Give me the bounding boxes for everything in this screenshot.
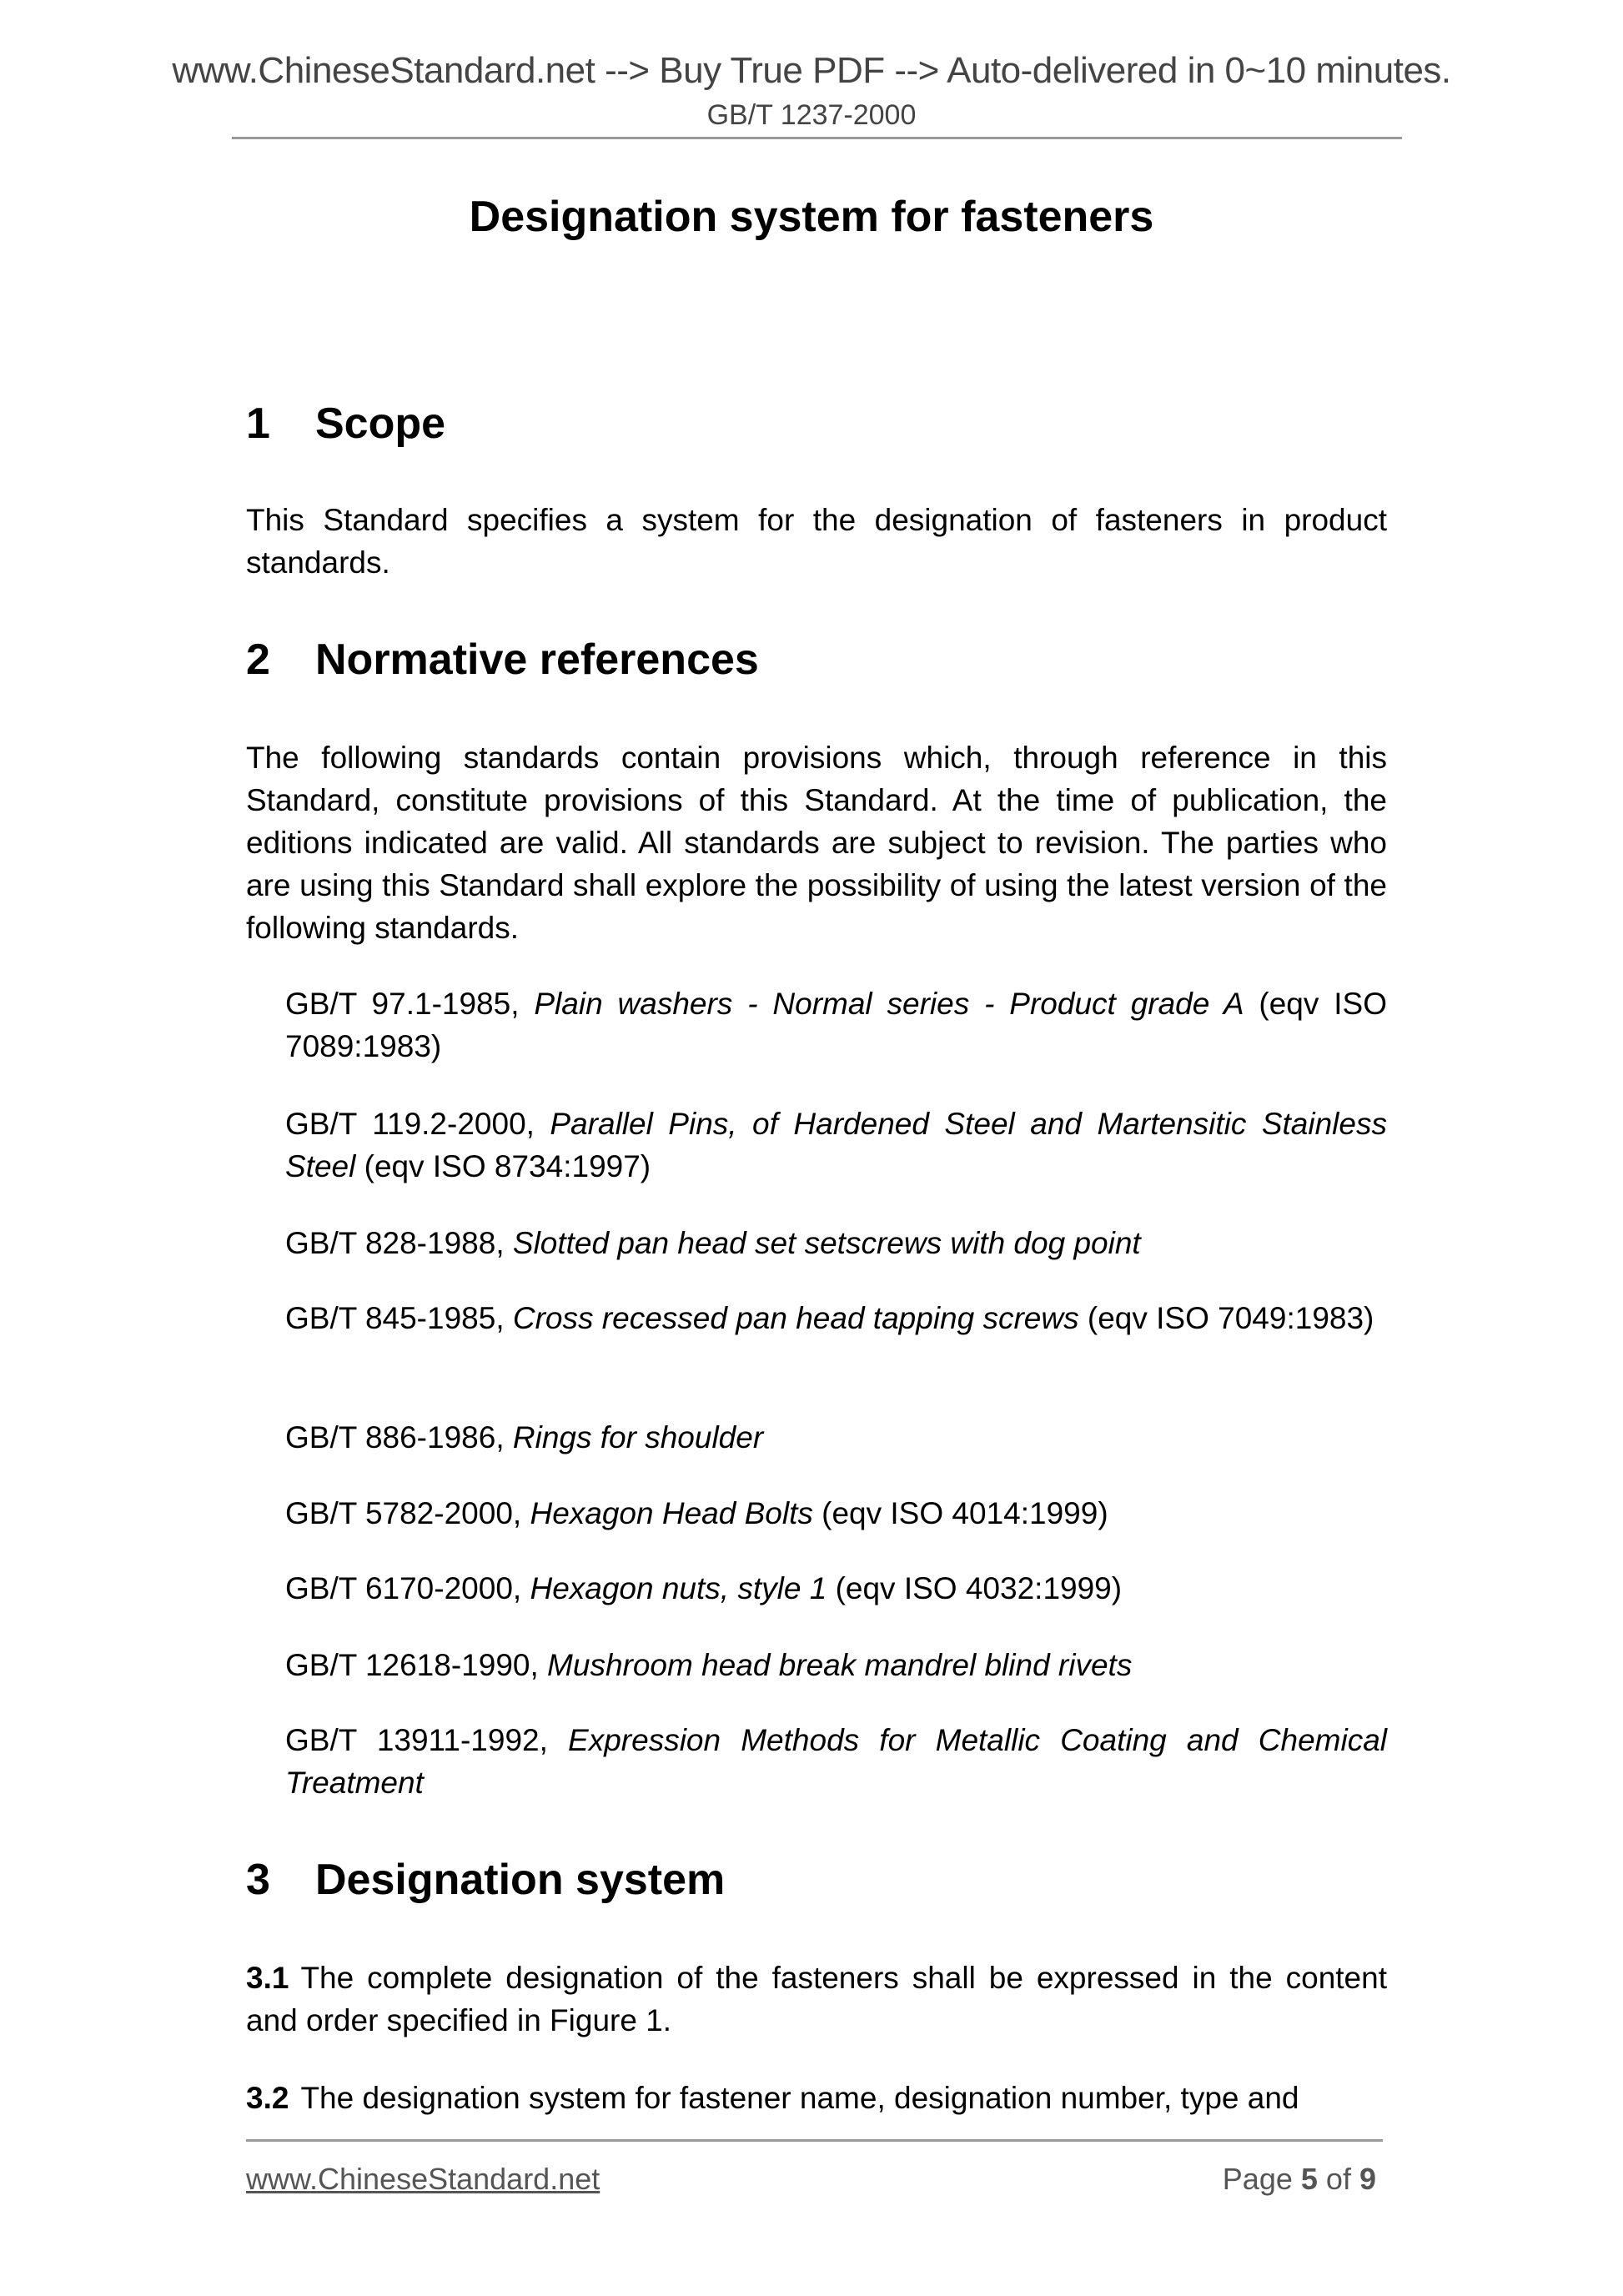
reference-item: GB/T 886-1986, Rings for shoulder [285, 1420, 764, 1454]
section-title: Designation system [315, 1856, 726, 1904]
page-title: Designation system for fasteners [469, 193, 1154, 241]
reference-item: GB/T 6170-2000, Hexagon nuts, style 1 (eqv ISO 4032:1999) [285, 1571, 1123, 1605]
clause-3-2: 3.2 The designation system for fastener name, designation number, type and [246, 2081, 1299, 2115]
reference-item: GB/T 5782-2000, Hexagon Head Bolts (eqv ISO 4014:1999) [285, 1496, 1108, 1530]
references-intro-paragraph: The following standards contain provisions which, through reference in this Standard, constitute provisions of this Standard. At the time of publication, the editions indicated are valid. All standards are subject to revision. The parties who are using this Standard shall explore the possibility of using the latest version of the following standards. [246, 741, 1387, 945]
header-divider [232, 137, 1402, 139]
footer-divider [246, 2139, 1383, 2142]
reference-item: GB/T 13911-1992, Expression Methods for Metallic Coating and Chemical Treatment [285, 1723, 1387, 1800]
reference-item: GB/T 845-1985, Cross recessed pan head tapping screws (eqv ISO 7049:1983) [285, 1301, 1374, 1335]
reference-item: GB/T 119.2-2000, Parallel Pins, of Hardened Steel and Martensitic Stainless Steel (eqv ISO 8734:1997) [285, 1107, 1387, 1183]
footer-link[interactable]: www.ChineseStandard.net [246, 2162, 600, 2196]
section-heading-normative-references [246, 635, 759, 685]
section-number: 3 [246, 1856, 270, 1904]
header-doc-code: GB/T 1237-2000 [706, 99, 917, 131]
section-number: 1 [246, 399, 270, 448]
section-number: 2 [246, 636, 270, 684]
reference-item: GB/T 12618-1990, Mushroom head break mandrel blind rivets [285, 1648, 1133, 1682]
scope-paragraph: This Standard specifies a system for the designation of fasteners in product standards. [246, 503, 1387, 580]
reference-item: GB/T 97.1-1985, Plain washers - Normal series - Product grade A (eqv ISO 7089:1983) [285, 987, 1388, 1063]
section-title: Normative references [315, 636, 759, 684]
page-indicator: Page 5 of 9 [1222, 2162, 1376, 2196]
clause-3-1: 3.1 The complete designation of the fasteners shall be expressed in the content and order specified in Figure 1. [246, 1961, 1387, 2037]
header-banner: www.ChineseStandard.net --> Buy True PDF --> Auto-delivered in 0~10 minutes. [172, 50, 1451, 91]
section-heading-scope [246, 399, 445, 449]
section-heading-designation-system [246, 1855, 725, 1905]
section-title: Scope [315, 399, 446, 448]
reference-item: GB/T 828-1988, Slotted pan head set setscrews with dog point [285, 1226, 1141, 1260]
